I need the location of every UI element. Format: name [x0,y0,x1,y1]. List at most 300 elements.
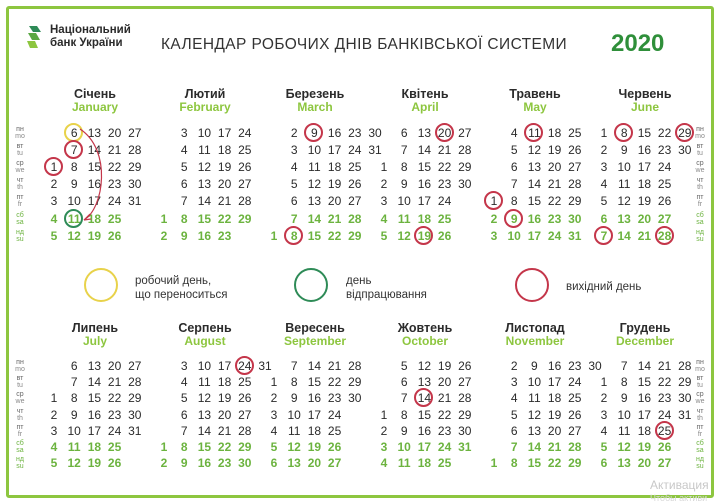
weekday-label: ср we [695,391,705,406]
day-cell: 10 [197,126,212,140]
day-cell: 22 [327,228,342,243]
day-cell: 11 [397,211,411,226]
month-title-december: Грудень [619,321,671,335]
day-cell: 17 [307,407,322,422]
day-cell: 7 [510,177,518,192]
day-cell: 3 [600,407,608,422]
day-cell: 13 [417,126,432,140]
day-cell: 3 [510,375,518,390]
day-cell: 24 [107,194,122,209]
day-cell: 12 [287,440,301,454]
day-cell: 16 [417,423,432,438]
day-cell: 12 [617,194,631,209]
day-cell: 14 [617,228,631,243]
day-cell: 22 [547,194,562,209]
month-title-august: Серпень [178,321,232,335]
day-cell: 30 [458,177,472,192]
day-cell: 27 [568,423,582,438]
day-cell: 7 [400,391,408,406]
day-cell: 1 [380,160,388,175]
day-cell: 25 [655,423,675,439]
day-cell: 13 [87,359,102,373]
day-cell: 18 [307,423,322,438]
day-cell: 24 [107,423,122,438]
day-cell: 8 [180,440,188,454]
day-cell: 15 [637,375,652,390]
day-cell: 25 [568,126,582,140]
weekday-label: вт tu [16,375,24,390]
day-cell: 14 [414,390,434,406]
day-cell: 9 [400,177,408,192]
day-cell: 21 [547,177,562,192]
day-cell: 30 [678,143,692,158]
day-cell: 29 [568,456,582,471]
day-cell: 22 [217,211,232,226]
day-cell: 11 [397,456,411,471]
day-cell: 5 [290,177,298,192]
weekday-label: сб sa [16,211,24,226]
month-subtitle-may: May [523,100,547,114]
day-cell: 27 [568,160,582,175]
day-cell: 4 [600,177,608,192]
month-subtitle-july: July [82,334,107,348]
day-cell: 13 [527,160,542,175]
day-cell: 23 [568,359,582,373]
weekday-label: чт th [696,177,704,192]
day-cell: 5 [600,440,608,454]
day-cell: 19 [437,359,452,373]
day-cell: 12 [67,456,81,471]
day-cell: 8 [284,228,304,244]
day-cell: 8 [400,407,408,422]
month-title-january: Січень [74,87,116,101]
day-cell: 28 [568,177,582,192]
day-cell: 5 [510,407,518,422]
day-cell: 12 [617,440,631,454]
month-title-november: Листопад [505,321,565,335]
day-cell: 1 [600,126,608,140]
day-cell: 4 [180,375,188,390]
day-cell: 22 [107,391,122,406]
day-cell: 26 [348,177,362,192]
day-cell: 28 [678,359,692,373]
day-cell: 12 [527,407,542,422]
day-cell: 21 [327,359,342,373]
day-cell: 24 [657,407,672,422]
day-cell: 18 [87,211,102,226]
day-cell: 11 [617,177,631,192]
month-subtitle-august: August [184,334,226,348]
day-cell: 15 [307,375,322,390]
day-cell: 10 [397,194,411,209]
day-cell: 11 [308,160,321,175]
day-cell: 30 [238,456,252,471]
day-cell: 11 [64,211,84,227]
day-cell: 11 [198,375,211,390]
day-cell: 21 [547,440,562,454]
day-cell: 2 [380,177,388,192]
day-cell: 23 [437,177,452,192]
weekday-label: пн mo [695,126,705,140]
day-cell: 27 [128,126,142,140]
weekday-label: пт fr [696,194,704,209]
day-cell: 10 [527,375,542,390]
day-cell: 23 [348,126,362,140]
day-cell: 9 [620,391,628,406]
month-subtitle-november: November [505,334,565,348]
watermark-text: Активация [650,478,709,492]
day-cell: 26 [568,143,582,158]
day-cell: 3 [180,359,188,373]
day-cell: 23 [547,211,562,226]
logo-line2: банк України [50,37,123,49]
day-cell: 14 [527,177,542,192]
day-cell: 4 [510,391,518,406]
day-cell: 9 [180,228,188,243]
day-cell: 29 [238,440,252,454]
day-cell: 12 [307,177,322,192]
day-cell: 13 [527,423,542,438]
day-cell: 15 [307,228,322,243]
day-cell: 3 [50,194,58,209]
day-cell: 20 [327,194,342,209]
month-subtitle-june: June [630,100,659,114]
day-cell: 2 [50,177,58,192]
day-cell: 27 [348,194,362,209]
weekday-label: сб sa [16,440,24,454]
day-cell: 6 [400,375,408,390]
day-cell: 7 [290,211,298,226]
day-cell: 2 [160,228,168,243]
day-cell: 4 [600,423,608,438]
day-cell: 17 [637,160,652,175]
month-title-february: Лютий [184,87,226,101]
day-cell: 13 [87,126,102,140]
day-cell: 25 [568,391,582,406]
day-cell: 17 [87,194,102,209]
day-cell: 27 [657,211,672,226]
day-cell: 23 [107,407,122,422]
day-cell: 19 [87,228,102,243]
weekday-label: нд su [16,456,24,471]
day-cell: 28 [128,143,142,158]
day-cell: 1 [50,391,58,406]
day-cell: 16 [327,126,342,140]
day-cell: 26 [107,456,122,471]
day-cell: 15 [527,456,542,471]
day-cell: 19 [414,228,434,244]
day-cell: 2 [510,359,518,373]
day-cell: 6 [70,359,78,373]
day-cell: 1 [44,159,64,175]
day-cell: 19 [547,407,562,422]
day-cell: 20 [107,359,122,373]
day-cell: 3 [290,143,298,158]
month-title-may: Травень [509,87,561,101]
day-cell: 28 [238,194,252,209]
day-cell: 17 [217,126,232,140]
day-cell: 11 [524,125,544,141]
day-cell: 24 [235,358,255,374]
day-cell: 8 [614,125,634,141]
day-cell: 4 [290,160,298,175]
day-cell: 4 [50,211,58,226]
day-cell: 28 [238,423,252,438]
day-cell: 30 [678,391,692,406]
day-cell: 8 [70,391,78,406]
day-cell: 11 [528,391,541,406]
day-cell: 26 [238,160,252,175]
day-cell: 14 [637,359,652,373]
day-cell: 21 [217,423,232,438]
logo-line1: Національний [50,24,131,36]
day-cell: 14 [87,375,102,390]
weekday-label: ср we [15,160,25,175]
day-cell: 21 [217,194,232,209]
day-cell: 3 [490,228,498,243]
day-cell: 20 [107,126,122,140]
weekday-label: чт th [16,177,24,192]
day-cell: 13 [287,456,301,471]
day-cell: 26 [458,359,472,373]
year-label: 2020 [611,30,665,57]
month-title-april: Квітень [401,87,449,101]
day-cell: 30 [348,391,362,406]
day-cell: 12 [417,359,432,373]
day-cell: 20 [307,456,322,471]
day-cell: 31 [258,359,272,373]
day-cell: 15 [197,211,212,226]
day-cell: 12 [197,391,212,406]
day-cell: 19 [547,143,562,158]
day-cell: 15 [417,160,432,175]
weekday-label: нд su [696,456,704,471]
day-cell: 18 [417,456,432,471]
day-cell: 22 [217,440,232,454]
day-cell: 4 [50,440,58,454]
day-cell: 13 [617,456,631,471]
day-cell: 3 [50,423,58,438]
day-cell: 25 [348,160,362,175]
day-cell: 7 [400,143,408,158]
day-cell: 8 [510,194,518,209]
day-cell: 23 [657,391,672,406]
day-cell: 13 [197,177,212,192]
day-cell: 12 [397,228,411,243]
month-subtitle-april: April [411,100,439,114]
legend-transfer-label: робочий день, що переноситься [135,275,228,301]
day-cell: 19 [327,177,342,192]
day-cell: 29 [458,160,472,175]
day-cell: 8 [620,375,628,390]
day-cell: 9 [180,456,188,471]
day-cell: 7 [180,423,188,438]
day-cell: 27 [458,126,472,140]
day-cell: 31 [128,194,142,209]
day-cell: 11 [617,423,631,438]
day-cell: 2 [380,423,388,438]
day-cell: 22 [547,456,562,471]
day-cell: 22 [657,126,672,140]
day-cell: 10 [507,228,521,243]
day-cell: 12 [67,228,81,243]
day-cell: 26 [238,391,252,406]
month-title-june: Червень [618,87,672,101]
day-cell: 9 [70,407,78,422]
day-cell: 29 [238,211,252,226]
month-subtitle-february: February [179,100,231,114]
day-cell: 17 [87,423,102,438]
day-cell: 13 [617,211,631,226]
day-cell: 16 [417,177,432,192]
day-cell: 14 [527,440,542,454]
day-cell: 24 [348,143,362,158]
day-cell: 27 [238,177,252,192]
day-cell: 30 [128,177,142,192]
day-cell: 22 [437,407,452,422]
day-cell: 5 [50,228,58,243]
day-cell: 17 [327,143,342,158]
day-cell: 16 [527,211,542,226]
day-cell: 15 [87,391,102,406]
day-cell: 11 [287,423,301,438]
day-cell: 31 [458,440,472,454]
day-cell: 25 [107,211,122,226]
day-cell: 10 [397,440,411,454]
day-cell: 4 [270,423,278,438]
day-cell: 2 [600,143,608,158]
day-cell: 18 [637,423,652,438]
day-cell: 16 [637,143,652,158]
day-cell: 17 [637,407,652,422]
day-cell: 22 [657,375,672,390]
month-title-march: Березень [285,87,345,101]
day-cell: 30 [588,359,602,373]
day-cell: 1 [380,407,388,422]
day-cell: 24 [437,440,452,454]
page-title: КАЛЕНДАР РОБОЧИХ ДНІВ БАНКІВСЬКОЇ СИСТЕМИ [161,36,568,53]
day-cell: 7 [594,228,614,244]
day-cell: 23 [327,391,342,406]
day-cell: 9 [70,177,78,192]
day-cell: 3 [180,126,188,140]
weekday-label: вт tu [696,375,704,390]
weekday-label: чт th [16,407,24,422]
day-cell: 25 [238,375,252,390]
day-cell: 22 [107,160,122,175]
weekday-label: вт tu [16,143,24,158]
day-cell: 30 [458,423,472,438]
day-cell: 14 [197,194,212,209]
day-cell: 12 [197,160,212,175]
day-cell: 5 [180,160,188,175]
day-cell: 29 [348,375,362,390]
day-cell: 18 [547,391,562,406]
day-cell: 29 [128,160,142,175]
day-cell: 8 [180,211,188,226]
day-cell: 18 [217,143,232,158]
day-cell: 19 [217,391,232,406]
day-cell: 28 [348,359,362,373]
month-subtitle-december: December [615,334,675,348]
day-cell: 25 [238,143,252,158]
day-cell: 22 [437,160,452,175]
day-cell: 18 [547,126,562,140]
day-cell: 7 [70,375,78,390]
day-cell: 15 [637,126,652,140]
day-cell: 23 [437,423,452,438]
day-cell: 7 [290,359,298,373]
weekday-label: ср we [15,391,25,406]
day-cell: 5 [400,359,408,373]
legend-holiday-label: вихідний день [566,281,642,293]
day-cell: 15 [417,407,432,422]
day-cell: 24 [568,375,582,390]
day-cell: 7 [180,194,188,209]
day-cell: 2 [490,211,498,226]
day-cell: 24 [437,194,452,209]
day-cell: 28 [458,143,472,158]
day-cell: 26 [657,440,672,454]
day-cell: 29 [675,125,695,141]
day-cell: 15 [197,440,212,454]
month-subtitle-september: September [283,334,347,348]
day-cell: 29 [568,194,582,209]
day-cell: 20 [217,177,232,192]
day-cell: 13 [417,375,432,390]
day-cell: 27 [128,359,142,373]
day-cell: 9 [504,211,524,227]
day-cell: 28 [348,211,362,226]
month-title-october: Жовтень [397,321,453,335]
weekday-label: пт fr [16,194,24,209]
day-cell: 29 [128,391,142,406]
day-cell: 19 [217,160,232,175]
day-cell: 21 [107,375,122,390]
day-cell: 9 [304,125,324,141]
day-cell: 26 [107,228,122,243]
day-cell: 10 [617,407,631,422]
weekday-label: пн mo [15,359,25,373]
day-cell: 30 [568,211,582,226]
day-cell: 6 [180,407,188,422]
day-cell: 31 [678,407,692,422]
day-cell: 25 [437,456,452,471]
day-cell: 5 [600,194,608,209]
day-cell: 14 [197,423,212,438]
day-cell: 4 [180,143,188,158]
day-cell: 14 [417,143,432,158]
day-cell: 20 [435,125,455,141]
day-cell: 5 [50,456,58,471]
day-cell: 17 [527,228,542,243]
day-cell: 6 [400,126,408,140]
weekday-label: чт th [696,407,704,422]
day-cell: 10 [617,160,631,175]
day-cell: 10 [67,423,81,438]
day-cell: 19 [637,440,652,454]
day-cell: 6 [180,177,188,192]
day-cell: 2 [600,391,608,406]
day-cell: 16 [547,359,562,373]
day-cell: 17 [217,359,232,373]
day-cell: 27 [458,375,472,390]
day-cell: 17 [417,440,432,454]
day-cell: 23 [107,177,122,192]
day-cell: 9 [290,391,298,406]
day-cell: 29 [348,228,362,243]
day-cell: 31 [368,143,382,158]
